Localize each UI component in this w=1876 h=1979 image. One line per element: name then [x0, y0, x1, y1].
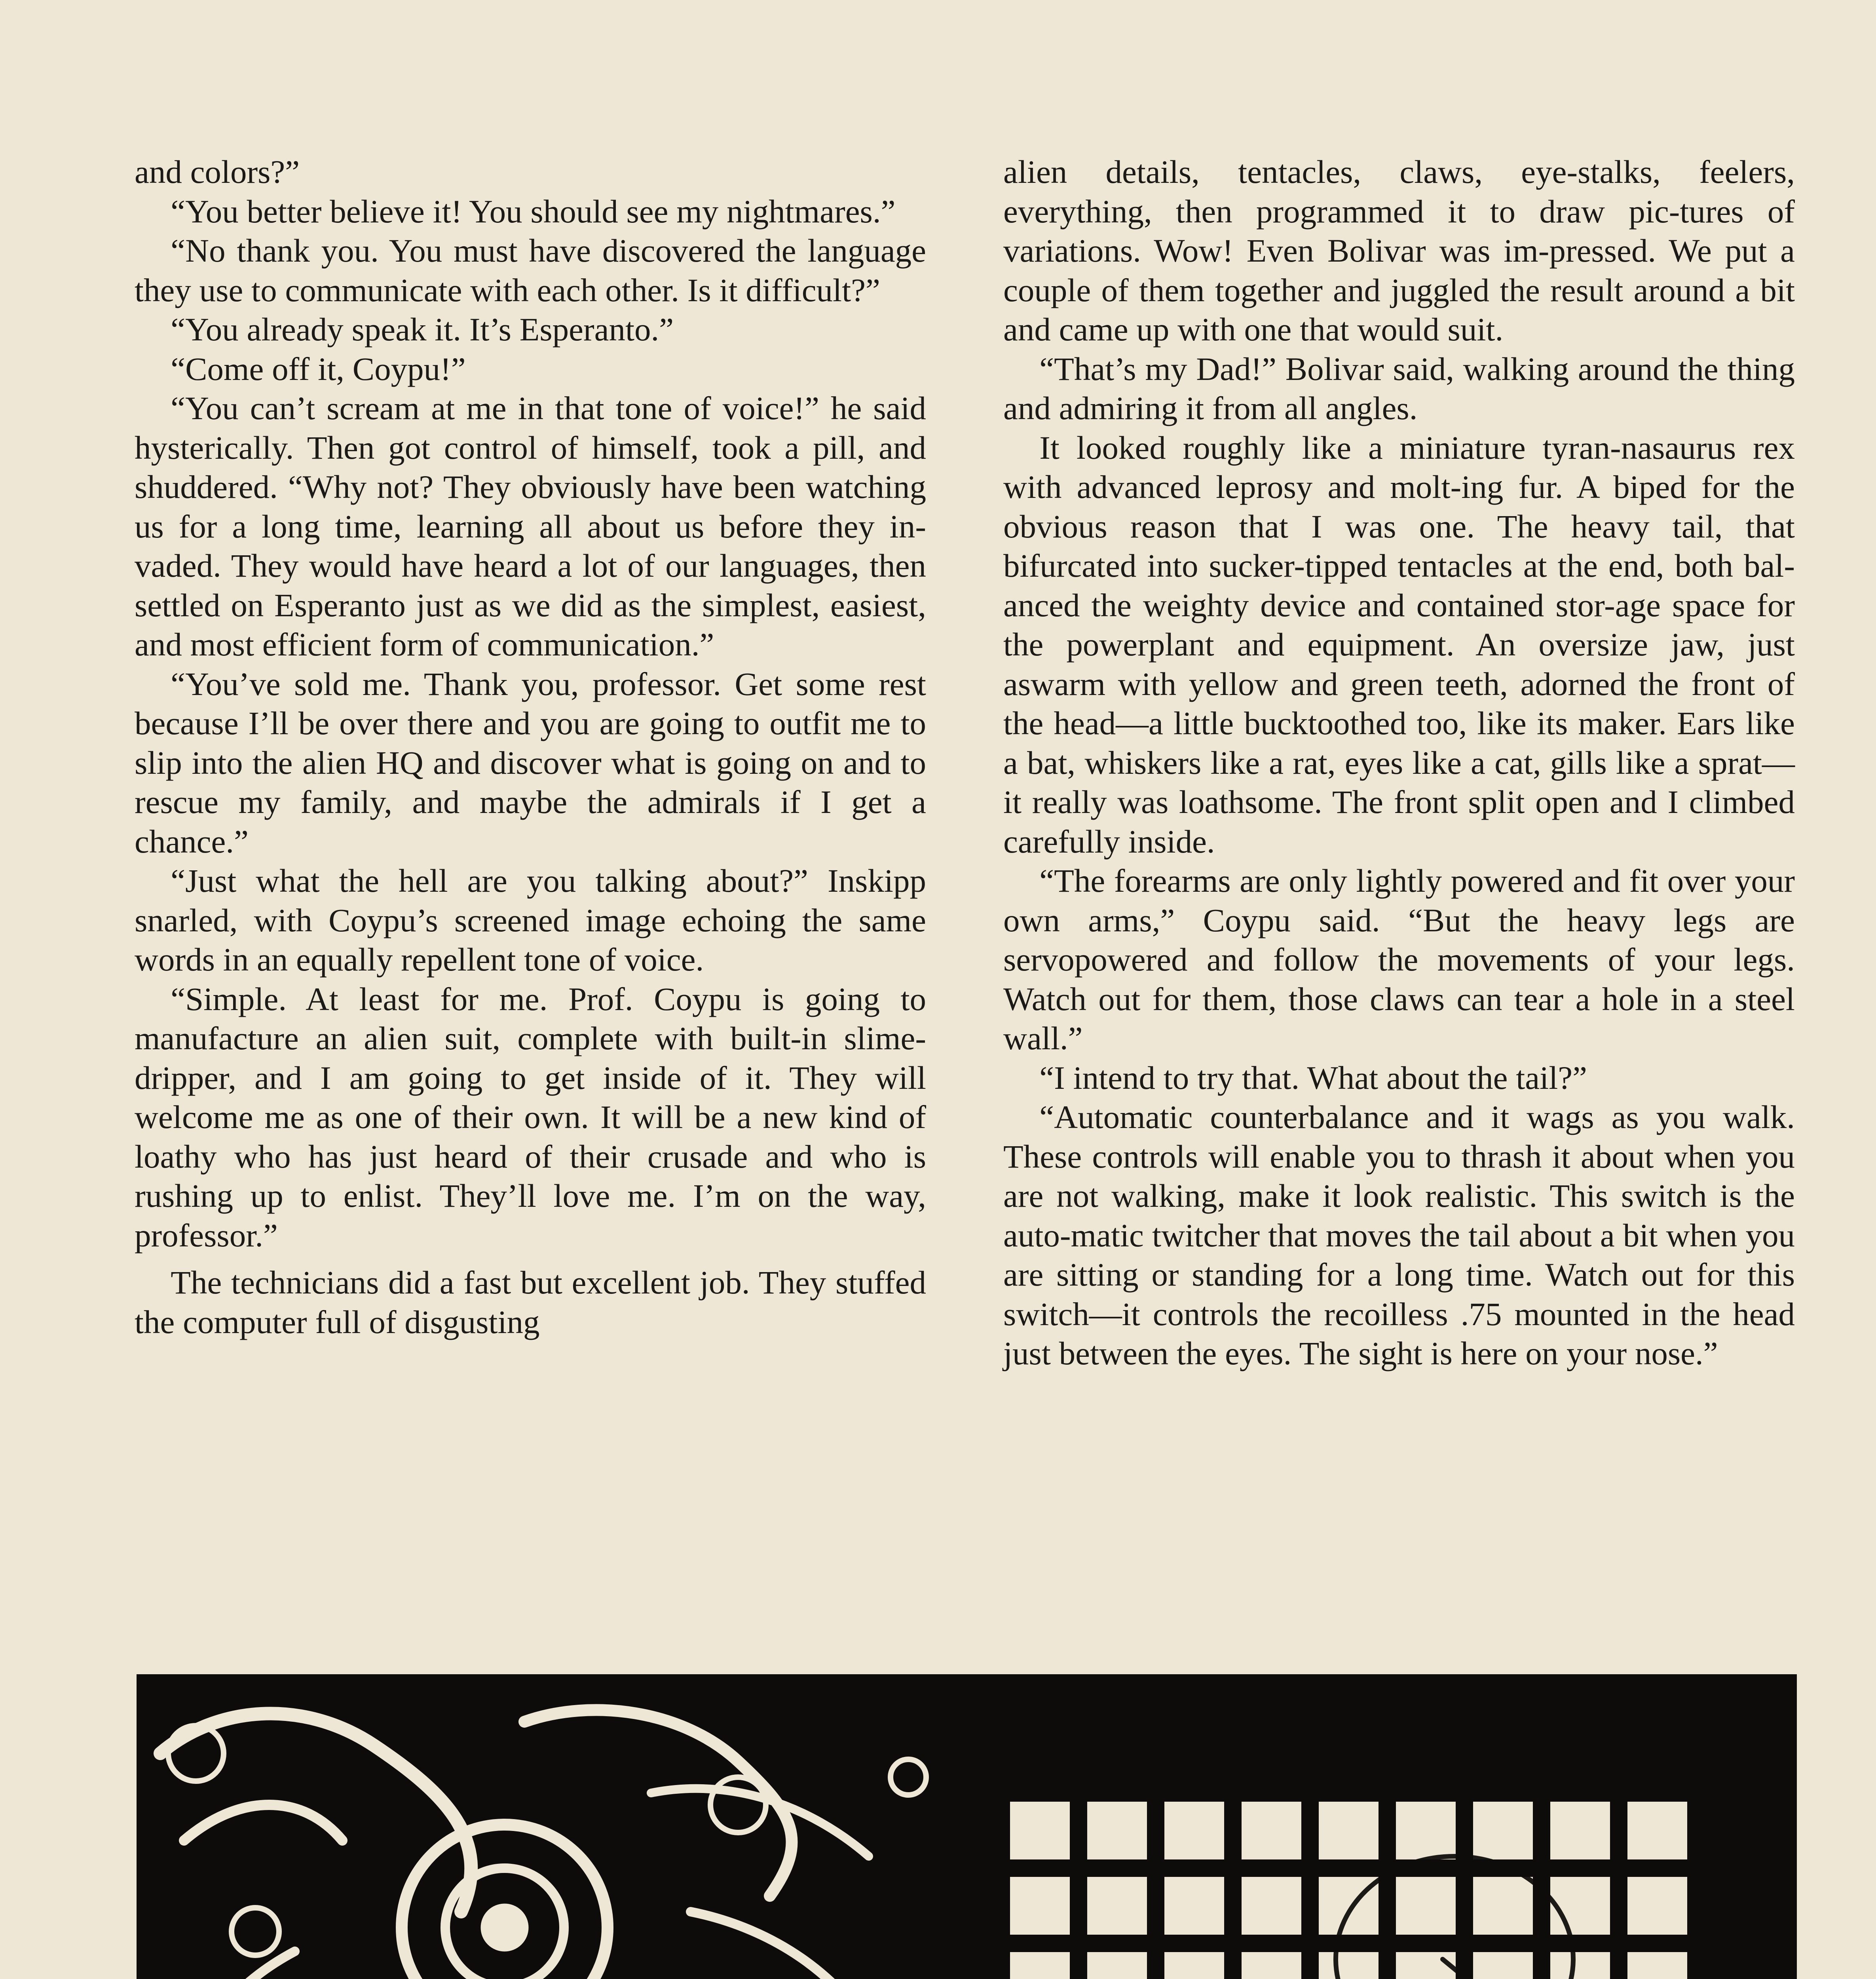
left-text-column — [135, 152, 926, 1342]
paragraph: “You better believe it! You should see my nightmares.” — [171, 193, 896, 230]
barred-window — [1001, 1793, 1696, 1979]
paragraph: “The forearms are only lightly powered and fit over your own arms,” Coypu said. “But the heavy legs are servopowered and follow the movements of your legs. Watch out for them, those claws can tear a hole in a steel wall.” — [1003, 862, 1795, 1056]
paragraph: and colors?” — [135, 154, 300, 190]
paragraph: It looked roughly like a miniature tyran-nasaurus rex with advanced leprosy and molt-ing fur. A biped for the obvious reason that I was one. The heavy tail, that bifurcated into sucker-tipped tentacles at the end, both bal-anced the weighty device and contained stor-age space for the powerplant and equipment. An oversize jaw, just aswarm with yellow and green teeth, adorned the front of the head—a little bucktoothed too, like its maker. Ears like a bat, whiskers like a rat, eyes like a cat, gills like a sprat—it really was loathsome. The front split open and I climbed carefully inside. — [1003, 429, 1795, 860]
monster-eye — [402, 1825, 608, 1979]
paragraph: “You’ve sold me. Thank you, professor. Get some rest because I’ll be over there and you are going to outfit me to slip into the alien HQ and discover what is going on and to rescue my family, and maybe the admirals if I get a chance.” — [135, 665, 926, 860]
paragraph: The technicians did a fast but excellent job. They stuffed the computer full of disgusting — [135, 1264, 926, 1340]
right-text-column — [1003, 152, 1795, 1373]
paragraph: “No thank you. You must have discovered the language they use to communicate with each other. Is it difficult?” — [135, 232, 926, 308]
illustration-tentacle-monster-and-window — [137, 1674, 1797, 1979]
paragraph: “Just what the hell are you talking about?” Inskipp snarled, with Coypu’s screened image echoing the same words in an equally repellent tone of voice. — [135, 862, 926, 978]
paragraph: “Automatic counterbalance and it wags as you walk. These controls will enable you to thrash it about when you are not walking, make it look realistic. This switch is the auto-matic twitcher that moves the tail about a bit when you are sitting or standing for a long time. Watch out for this switch—it controls the recoilless .75 mounted in the head just between the eyes. The sight is here on your nose.” — [1003, 1099, 1795, 1371]
paragraph: “Simple. At least for me. Prof. Coypu is going to manufacture an alien suit, complete with built-in slime-dripper, and I am going to get inside of it. They will welcome me as one of their own. It will be a new kind of loathy who has just heard of their crusade and who is rushing up to enlist. They’ll love me. I’m on the way, professor.” — [135, 980, 926, 1253]
paragraph: “Come off it, Coypu!” — [171, 350, 466, 387]
paragraph: “You can’t scream at me in that tone of voice!” he said hysterically. Then got control of himself, took a pill, and shuddered. “Why not? They obviously have been watching us for a long time, learning all about us before they in-vaded. They would have heard a lot of our languages, then settled on Esperanto just as we did as the simplest, easiest, and most efficient form of communication.” — [135, 390, 926, 663]
paragraph: “You already speak it. It’s Esperanto.” — [171, 311, 674, 348]
paragraph: “I intend to try that. What about the tail?” — [1039, 1059, 1587, 1096]
paragraph: alien details, tentacles, claws, eye-stalks, feelers, everything, then programmed it to draw pic-tures of variations. Wow! Even Bolivar was im-pressed. We put a couple of them together and juggled the result around a bit and came up with one that would suit. — [1003, 154, 1795, 348]
paragraph: “That’s my Dad!” Bolivar said, walking around the thing and admiring it from all angles. — [1003, 350, 1795, 426]
tentacle-sucker-eyes — [168, 1726, 926, 1979]
